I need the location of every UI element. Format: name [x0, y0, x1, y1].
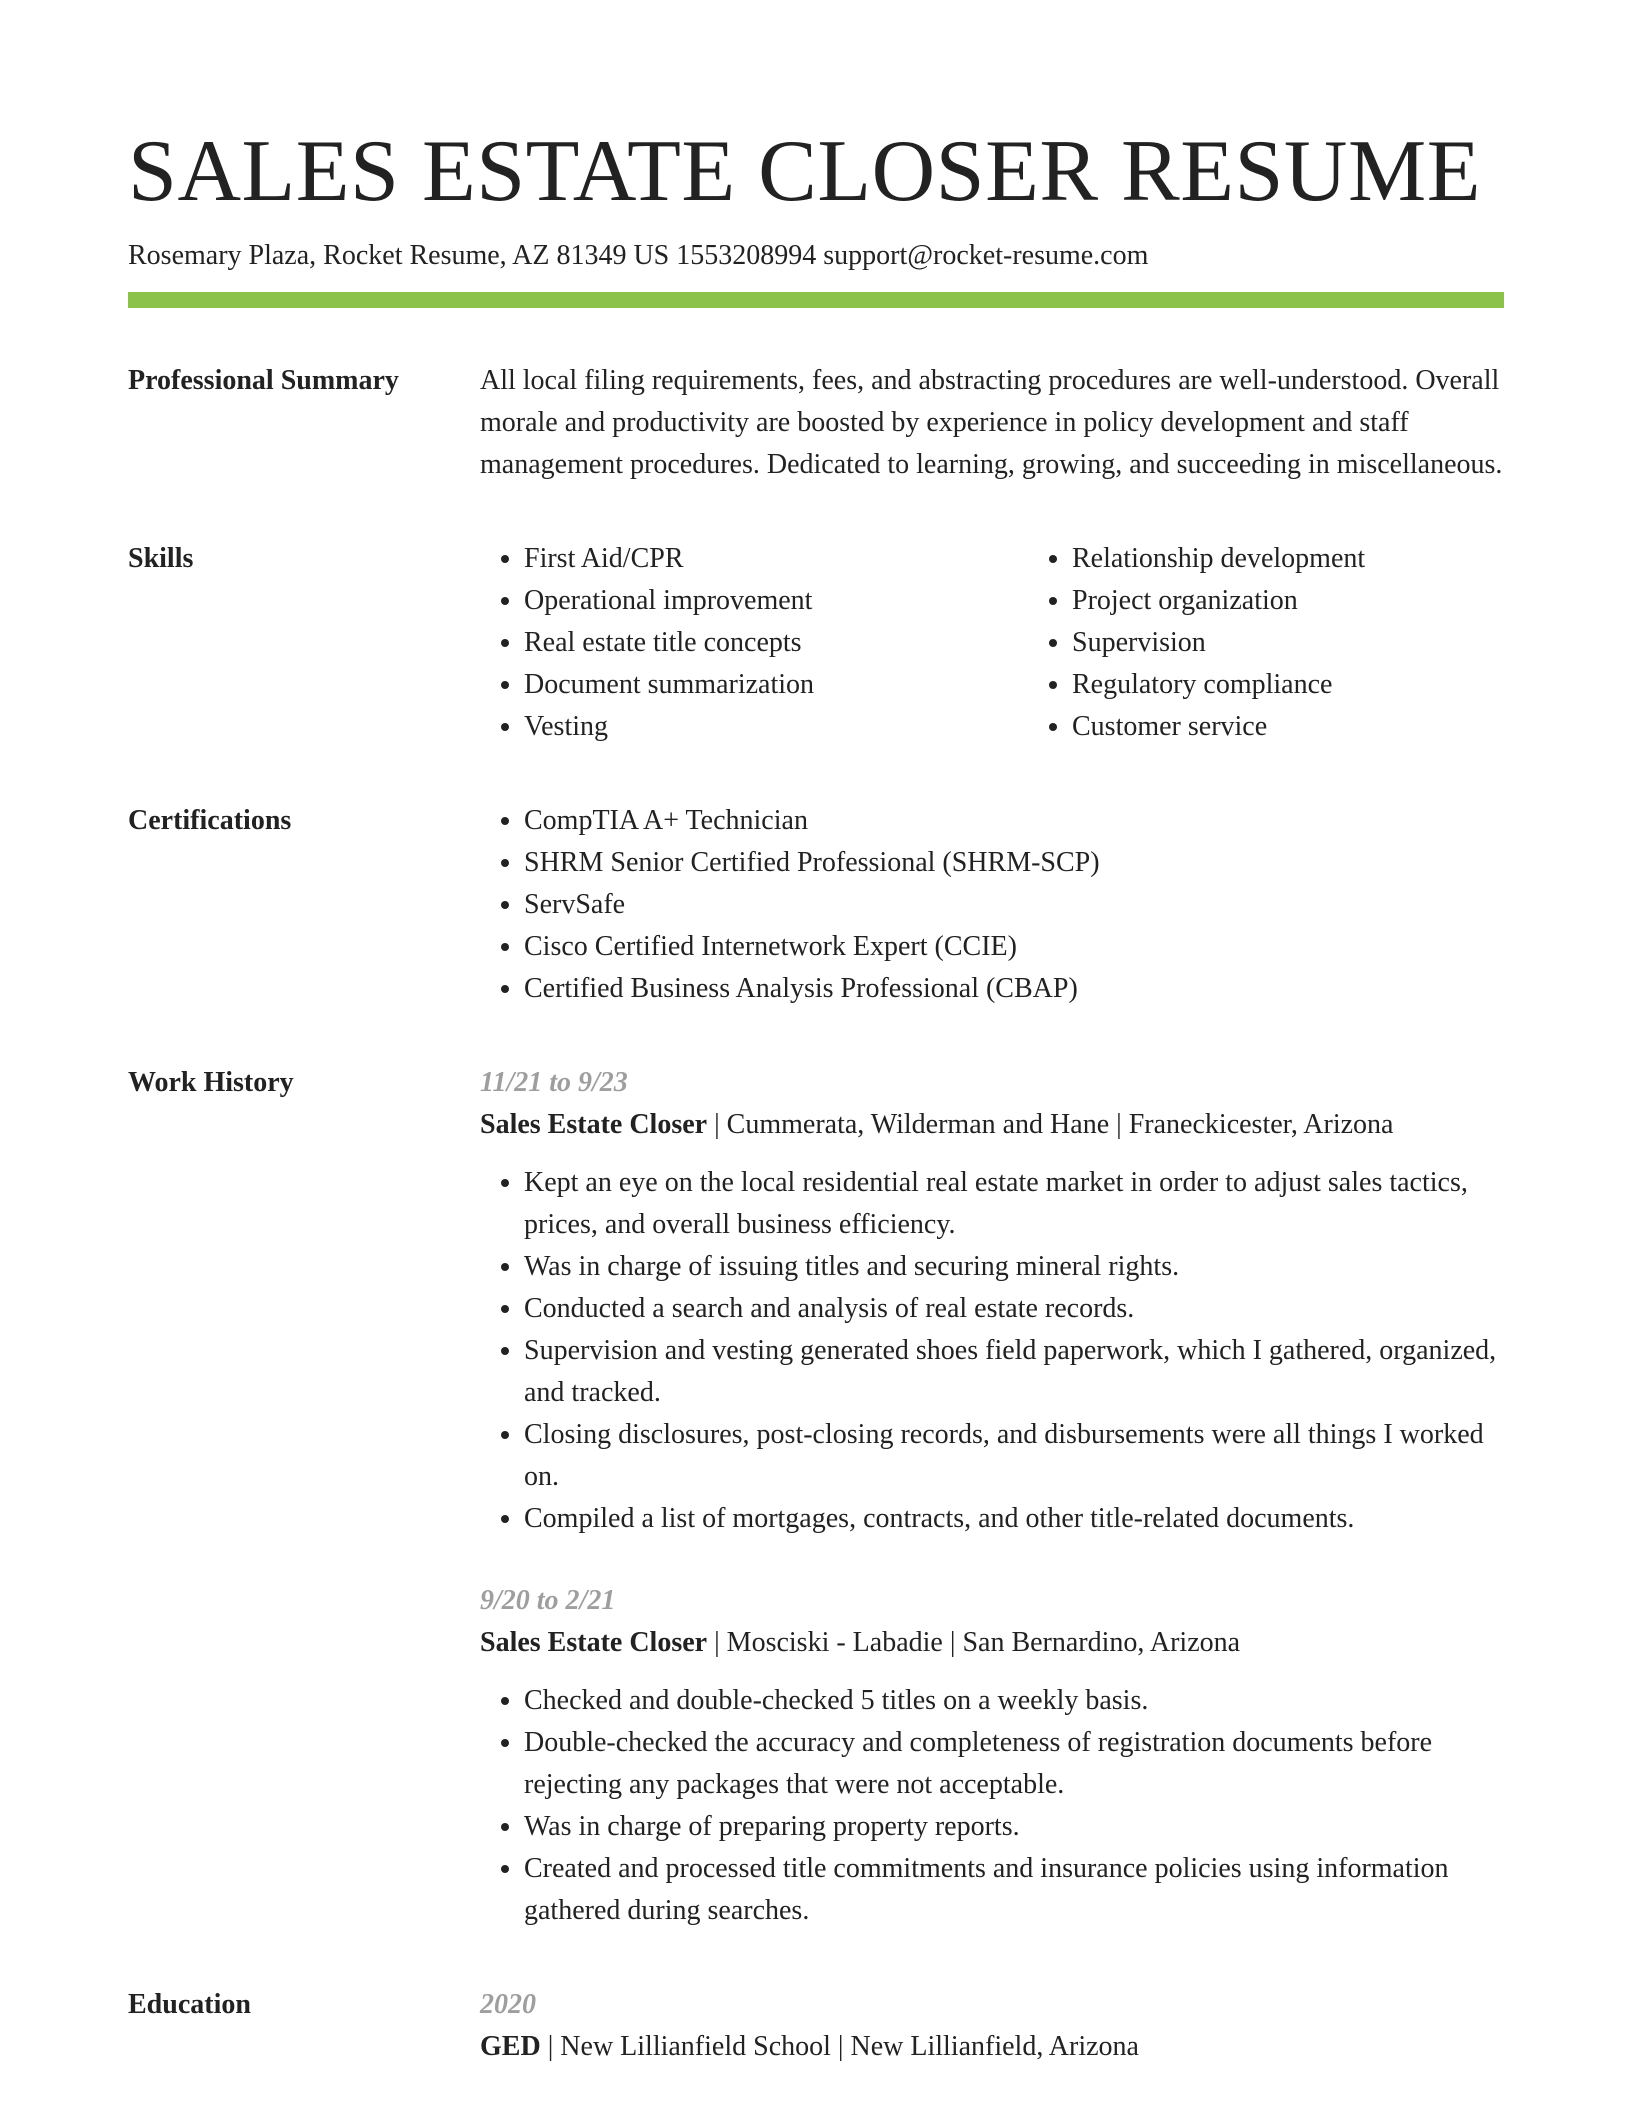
job-details: | Mosciski - Labadie | San Bernardino, Arizona [707, 1627, 1241, 1658]
job-bullet: • Compiled a list of mortgages, contracts, and other title-related documents. [524, 1498, 1504, 1540]
job-bullet: • Kept an eye on the local residential real estate market in order to adjust sales tactics, prices, and overall business efficiency. [524, 1162, 1504, 1246]
certifications-section [128, 800, 1504, 1010]
job-bullet: • Closing disclosures, post-closing records, and disbursements were all things I worked on. [524, 1414, 1504, 1498]
resume-title: SALES ESTATE CLOSER RESUME [128, 123, 1481, 220]
certification-item: • SHRM Senior Certified Professional (SHRM-SCP) [524, 842, 1504, 884]
certification-item: • Certified Business Analysis Professional (CBAP) [524, 968, 1504, 1010]
skill-item: • Real estate title concepts [524, 622, 1028, 664]
skills-section [128, 538, 1504, 748]
education-section [128, 1984, 1504, 2068]
section-label-education: Education [128, 1989, 251, 2020]
skill-item: • Relationship development [1072, 538, 1576, 580]
section-label-summary: Professional Summary [128, 365, 399, 396]
job-dates: 11/21 to 9/23 [480, 1067, 628, 1098]
job-bullet: • Was in charge of preparing property reports. [524, 1806, 1504, 1848]
job-details: | Cummerata, Wilderman and Hane | Franeckicester, Arizona [707, 1109, 1394, 1140]
certification-item: • ServSafe [524, 884, 1504, 926]
job-dates: 9/20 to 2/21 [480, 1585, 616, 1616]
skill-item: • Regulatory compliance [1072, 664, 1576, 706]
skill-item: • Customer service [1072, 706, 1576, 748]
accent-divider [128, 292, 1504, 308]
job-entry [480, 1062, 1504, 1540]
job-bullet: • Supervision and vesting generated shoes field paperwork, which I gathered, organized, and tracked. [524, 1330, 1504, 1414]
contact-line: Rosemary Plaza, Rocket Resume, AZ 81349 US 1553208994 support@rocket-resume.com [128, 240, 1149, 271]
job-bullet: • Double-checked the accuracy and completeness of registration documents before rejecting any packages that were not acceptable. [524, 1722, 1504, 1806]
education-year: 2020 [480, 1989, 536, 2020]
section-label-certifications: Certifications [128, 805, 292, 836]
skill-item: • Document summarization [524, 664, 1028, 706]
skill-item: • Supervision [1072, 622, 1576, 664]
job-heading [480, 1622, 1504, 1664]
skill-item: • First Aid/CPR [524, 538, 1028, 580]
work-history-section [128, 1062, 1504, 1932]
job-bullet: • Checked and double-checked 5 titles on a weekly basis. [524, 1680, 1504, 1722]
section-label-work-history: Work History [128, 1067, 294, 1098]
section-label-skills: Skills [128, 543, 194, 574]
skills-list-right [1028, 538, 1576, 748]
resume-page [128, 120, 1504, 2068]
job-title: Sales Estate Closer [480, 1109, 708, 1140]
education-heading [480, 2026, 1504, 2068]
education-details: | New Lillianfield School | New Lillianfield, Arizona [540, 2031, 1139, 2062]
job-bullet: • Conducted a search and analysis of real estate records. [524, 1288, 1504, 1330]
certifications-list [480, 800, 1504, 1010]
job-bullets [480, 1680, 1504, 1932]
skills-list-left [480, 538, 1028, 748]
degree-name: GED [480, 2031, 541, 2062]
job-title: Sales Estate Closer [480, 1627, 708, 1658]
job-heading [480, 1104, 1504, 1146]
job-bullets [480, 1162, 1504, 1540]
certification-item: • Cisco Certified Internetwork Expert (CCIE) [524, 926, 1504, 968]
skill-item: • Project organization [1072, 580, 1576, 622]
summary-section [128, 360, 1504, 486]
summary-text: All local filing requirements, fees, and abstracting procedures are well-understood. Overall morale and productivity are boosted by experience in policy development and staff management procedures. Dedicated to learning, growing, and succeeding in miscellaneous. [480, 365, 1503, 480]
job-bullet: • Created and processed title commitments and insurance policies using information gathered during searches. [524, 1848, 1504, 1932]
job-bullet: • Was in charge of issuing titles and securing mineral rights. [524, 1246, 1504, 1288]
skill-item: • Operational improvement [524, 580, 1028, 622]
certification-item: • CompTIA A+ Technician [524, 800, 1504, 842]
job-entry [480, 1580, 1504, 1932]
skill-item: • Vesting [524, 706, 1028, 748]
